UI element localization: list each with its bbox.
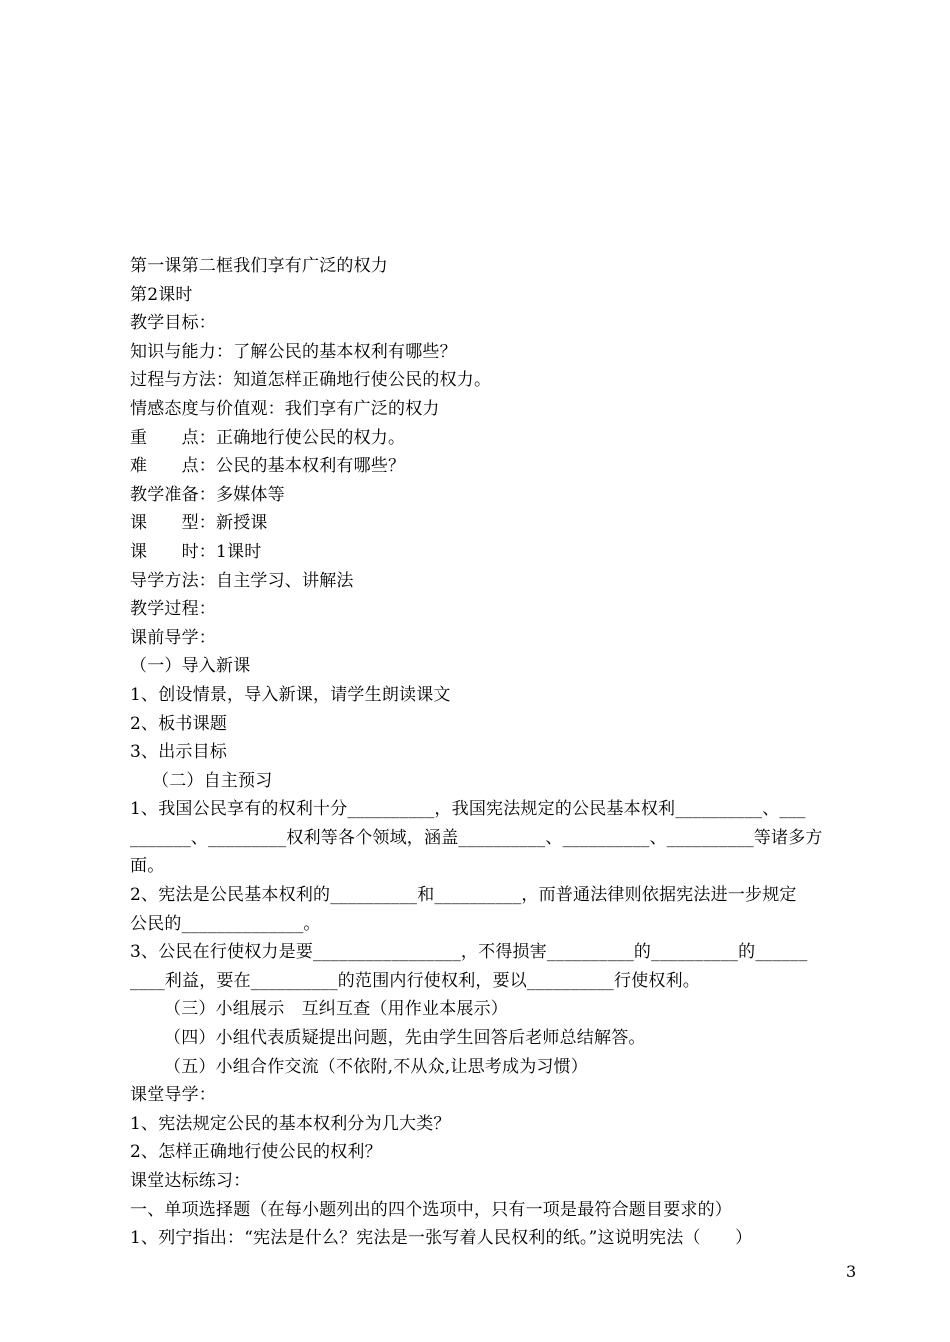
lesson-title: 第一课第二框我们享有广泛的权力 [130,256,388,276]
guidance-method: 导学方法：自主学习、讲解法 [130,570,354,591]
fill-blank-question: 面。 [130,856,165,877]
subsection-heading: （五）小组合作交流（不依附,不从众,让思考成为习惯） [164,1056,589,1077]
lesson-type: 课 型：新授课 [130,513,268,534]
exercise-instructions: 一、单项选择题（在每小题列出的四个选项中，只有一项是最符合题目要求的） [130,1199,732,1220]
fill-blank-question: 公民的______________。 [130,913,321,934]
teaching-preparation: 教学准备：多媒体等 [130,484,285,505]
page-number: 3 [846,1262,857,1281]
section-heading: 课堂导学： [130,1085,216,1106]
exercise-question: 1、列宁指出：“宪法是什么？宪法是一张写着人民权利的纸。”这说明宪法（ ） [130,1228,753,1249]
objective-process: 过程与方法：知道怎样正确地行使公民的权力。 [130,370,492,391]
section-heading: 课堂达标练习： [130,1171,251,1191]
fill-blank-question: 2、宪法是公民基本权利的__________和__________，而普通法律则依据宪法进一步规定 [130,885,797,906]
document-body [130,252,860,1253]
section-heading: 课前导学： [130,627,216,648]
subsection-heading: （一）导入新课 [130,656,251,677]
fill-blank-question: _______、_________权利等各个领域，涵盖__________、__________、__________等诸多方 [130,827,823,848]
lesson-period: 第2课时 [130,284,193,305]
section-heading: 教学过程： [130,599,216,620]
objective-values: 情感态度与价值观：我们享有广泛的权力 [130,398,440,419]
fill-blank-question: 3、公民在行使权力是要_________________，不得损害__________的__________的______ [130,942,808,963]
lesson-hours: 课 时：1课时 [130,541,262,562]
list-item: 3、出示目标 [130,742,228,763]
list-item: 2、板书课题 [130,713,228,734]
list-item: 1、创设情景，导入新课，请学生朗读课文 [130,684,451,705]
difficult-point: 难 点：公民的基本权利有哪些？ [130,456,406,477]
section-heading: 教学目标： [130,313,216,334]
list-item: 1、宪法规定公民的基本权利分为几大类？ [130,1113,451,1134]
subsection-heading: （二）自主预习 [152,770,273,791]
subsection-heading: （三）小组展示 互纠互查（用作业本展示） [164,999,508,1020]
list-item: 2、怎样正确地行使公民的权利？ [130,1142,382,1163]
fill-blank-question: ____利益，要在__________的范围内行使权利，要以__________行使权利。 [130,970,700,991]
objective-knowledge: 知识与能力：了解公民的基本权利有哪些？ [130,341,457,362]
fill-blank-question: 1、我国公民享有的权利十分__________，我国宪法规定的公民基本权利__________、___ [130,799,806,820]
key-point: 重 点：正确地行使公民的权力。 [130,427,406,448]
subsection-heading: （四）小组代表质疑提出问题，先由学生回答后老师总结解答。 [164,1028,646,1049]
